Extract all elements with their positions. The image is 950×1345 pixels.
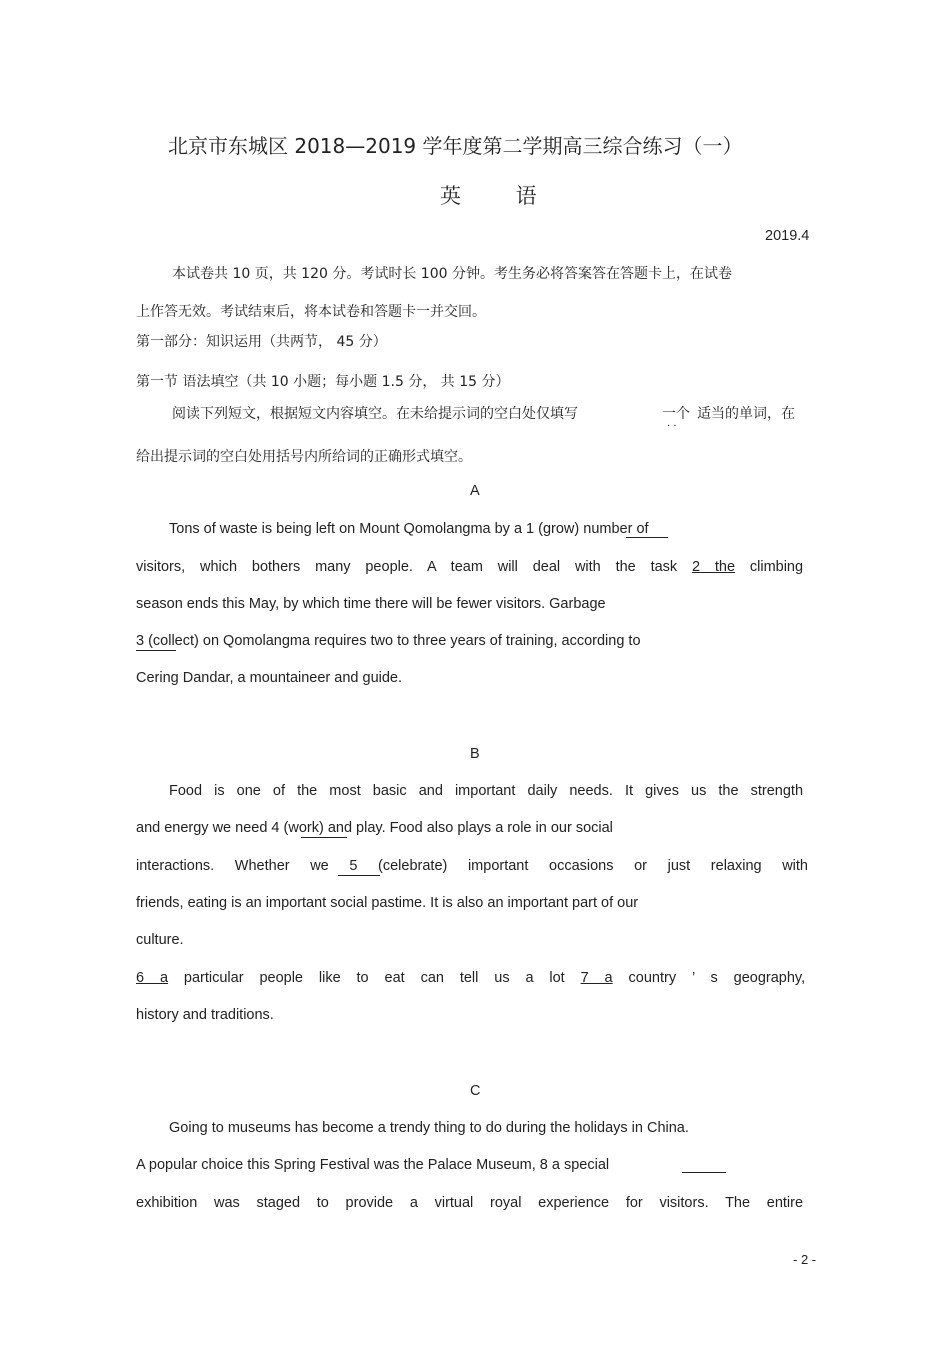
emphasis-dots: · ·	[667, 421, 677, 432]
passage-a-line-2: visitors, which bothers many people. A team will deal with the task 2 the climbing	[136, 559, 804, 575]
passage-c-line-3: exhibition was staged to provide a virtual royal experience for visitors. The entire	[136, 1195, 804, 1211]
page-title: 北京市东城区 2018—2019 学年度第二学期高三综合练习（一）	[168, 134, 743, 158]
passage-b-line-4: friends, eating is an important social pastime. It is also an important part of our	[136, 895, 639, 911]
blank-line	[338, 875, 380, 876]
passage-b-line-6: 6 a particular people like to eat can tell us a lot 7 a country ’ s geography,	[136, 970, 806, 986]
passage-a-line-3: season ends this May, by which time there will be fewer visitors. Garbage	[136, 596, 606, 612]
passage-a-line-1: Tons of waste is being left on Mount Qomolangma by a 1 (grow) number of	[169, 521, 649, 537]
task-instruction-a: 阅读下列短文，根据短文内容填空。在未给提示词的空白处仅填写	[172, 406, 578, 422]
passage-b-label: B	[470, 746, 480, 762]
instruction-line-1: 本试卷共 10 页，共 120 分。考试时长 100 分钟。考生务必将答案答在答题卡上，在试卷	[172, 266, 732, 282]
answer-2: 2 the	[692, 559, 736, 575]
passage-c-line-2: A popular choice this Spring Festival was the Palace Museum, 8 a special	[136, 1157, 610, 1173]
answer-blank-8	[682, 1172, 726, 1173]
exam-date: 2019.4	[765, 228, 810, 244]
blank-line	[136, 650, 176, 651]
task-instruction-line-2: 给出提示词的空白处用括号内所给词的正确形式填空。	[136, 449, 472, 465]
instruction-line-2: 上作答无效。考试结束后，将本试卷和答题卡一并交回。	[136, 304, 486, 320]
task-instruction-c: 适当的单词，在	[697, 406, 795, 422]
blank-line	[301, 837, 347, 838]
part-heading: 第一部分：知识运用（共两节， 45 分）	[136, 334, 387, 350]
passage-c-label: C	[470, 1083, 481, 1099]
passage-a-label: A	[470, 483, 480, 499]
subject-title: 英 语	[440, 184, 561, 208]
passage-a-line-4: 3 (collect) on Qomolangma requires two to three years of training, according to	[136, 633, 641, 649]
passage-a-line-5: Cering Dandar, a mountaineer and guide.	[136, 670, 403, 686]
passage-b-line-1: Food is one of the most basic and important daily needs. It gives us the strength	[169, 783, 804, 799]
task-instruction-emphasis: 一个	[662, 406, 690, 422]
passage-b-line-5: culture.	[136, 932, 184, 948]
answer-7: 7 a	[580, 970, 613, 986]
page-number: - 2 -	[793, 1252, 817, 1267]
answer-6: 6 a	[136, 970, 169, 986]
passage-b-line-2: and energy we need 4 (work) and play. Food also plays a role in our social	[136, 820, 613, 836]
passage-b-line-3: interactions. Whether we 5 (celebrate) important occasions or just relaxing with	[136, 858, 808, 874]
passage-b-line-7: history and traditions.	[136, 1007, 274, 1023]
blank-line	[626, 537, 668, 538]
passage-c-line-1: Going to museums has become a trendy thing to do during the holidays in China.	[169, 1120, 689, 1136]
section-heading: 第一节 语法填空（共 10 小题；每小题 1.5 分， 共 15 分）	[136, 374, 510, 390]
